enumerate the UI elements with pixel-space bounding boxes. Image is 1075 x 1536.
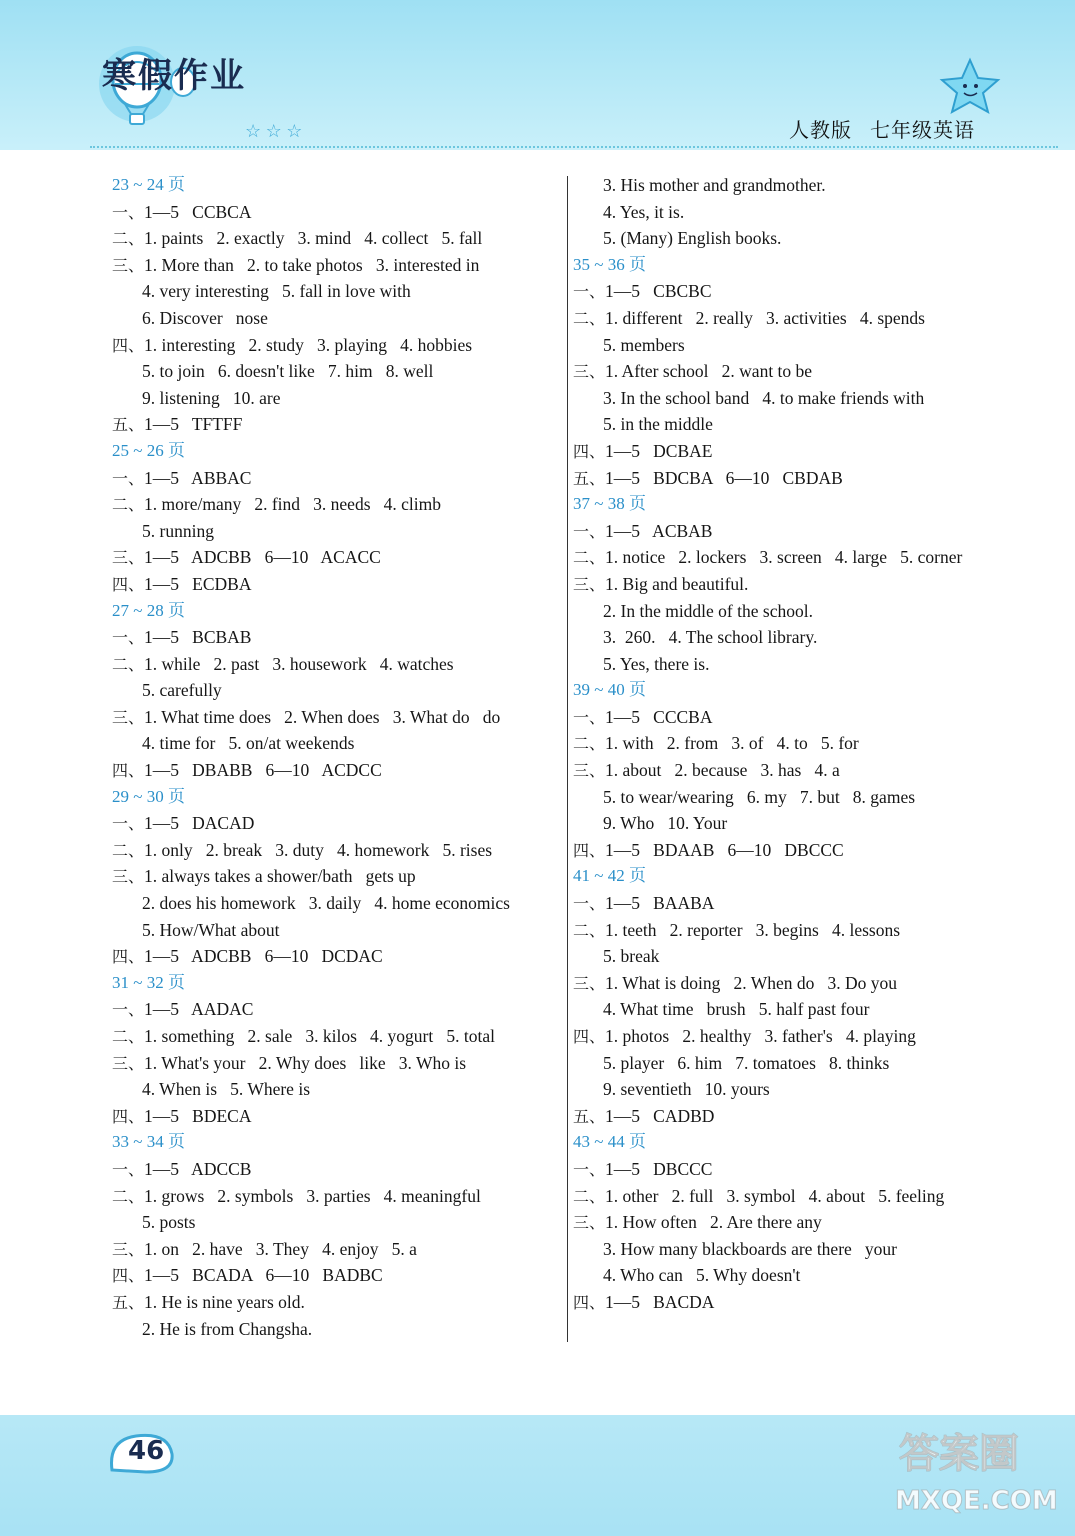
section-number: 三、 xyxy=(112,707,145,727)
answer-line-continued: 9. seventieth 10. yours xyxy=(603,1079,770,1100)
answer-line xyxy=(112,1289,557,1316)
answer-line-continued: 2. He is from Changsha. xyxy=(142,1318,313,1339)
answer-text: 1. photos 2. healthy 3. father's 4. playing xyxy=(605,1026,916,1046)
page-range-heading: 35 ~ 36 页 xyxy=(573,254,646,274)
section-number: 三、 xyxy=(573,761,606,781)
answer-line-continued: 4. time for 5. on/at weekends xyxy=(142,733,355,754)
section-number: 四、 xyxy=(573,1292,606,1312)
section-number: 一、 xyxy=(112,628,145,648)
page-range-heading: 41 ~ 42 页 xyxy=(573,866,646,886)
section-number: 四、 xyxy=(112,1266,145,1286)
answer-line-continued: 3. 260. 4. The school library. xyxy=(603,627,818,648)
answer-text: 1. notice 2. lockers 3. screen 4. large 5. corner xyxy=(605,547,963,568)
section-number: 二、 xyxy=(112,654,145,674)
answer-line-continued: 5. (Many) English books. xyxy=(603,228,782,249)
booklet-title: 寒假作业 xyxy=(102,56,246,96)
section-number: 一、 xyxy=(573,521,606,541)
answer-line xyxy=(112,465,557,492)
answer-line-continued: 5. in the middle xyxy=(603,414,713,435)
star-mascot-icon xyxy=(938,56,1008,116)
section-number: 二、 xyxy=(112,840,145,860)
section-number: 四、 xyxy=(573,1027,606,1046)
answer-line-continued: 4. What time brush 5. half past four xyxy=(603,999,870,1020)
answer-column-left xyxy=(112,172,557,1342)
answer-text: 1. with 2. from 3. of 4. to 5. for xyxy=(605,733,859,754)
answer-text: 1. What's your 2. Why does like 3. Who is xyxy=(144,1052,467,1073)
answer-text: 1—5 BACDA xyxy=(605,1291,715,1312)
answer-line xyxy=(573,358,1033,385)
answer-line xyxy=(112,996,557,1023)
answer-text: 1—5 ADCBB 6—10 DCDAC xyxy=(144,946,383,967)
answer-column-right xyxy=(573,172,1033,1316)
answer-line xyxy=(573,1209,1033,1236)
answer-line xyxy=(573,305,1033,332)
section-number: 二、 xyxy=(573,734,606,754)
answer-line xyxy=(573,1289,1033,1316)
answer-text: 1. What time does 2. When does 3. What do do xyxy=(144,706,501,727)
section-number: 五、 xyxy=(112,1292,145,1312)
answer-line-continued: 4. very interesting 5. fall in love with xyxy=(142,281,411,302)
answer-line xyxy=(112,252,557,279)
answer-line xyxy=(112,199,557,226)
section-number: 三、 xyxy=(112,548,145,568)
answer-line xyxy=(112,1156,557,1183)
answer-line-continued: 5. to join 6. doesn't like 7. him 8. well xyxy=(142,361,434,382)
answer-text: 1. always takes a shower/bath gets up xyxy=(144,866,416,887)
answer-line xyxy=(112,624,557,651)
grade-subject-label: 七年级英语 xyxy=(870,118,975,142)
answer-text: 1. different 2. really 3. activities 4. spends xyxy=(605,307,925,328)
section-number: 三、 xyxy=(112,1239,145,1259)
answer-line-continued: 5. running xyxy=(142,520,214,541)
section-number: 五、 xyxy=(573,468,606,488)
section-number: 二、 xyxy=(573,308,606,328)
answer-line xyxy=(112,943,557,970)
answer-line xyxy=(573,1103,1033,1130)
section-number: 四、 xyxy=(573,441,606,461)
answer-text: 1—5 BDECA xyxy=(144,1105,252,1126)
page-number: 46 xyxy=(128,1436,165,1466)
answer-text: 1—5 BDAAB 6—10 DBCCC xyxy=(605,839,844,860)
section-number: 四、 xyxy=(573,840,606,860)
answer-text: 1. paints 2. exactly 3. mind 4. collect 5. fall xyxy=(144,228,483,249)
answer-line-continued: 6. Discover nose xyxy=(142,307,268,328)
section-number: 二、 xyxy=(112,229,145,249)
answer-text: 1—5 CBCBC xyxy=(605,281,712,302)
answer-line xyxy=(112,704,557,731)
section-number: 三、 xyxy=(573,574,606,594)
section-number: 四、 xyxy=(112,1106,145,1126)
answer-line xyxy=(112,1183,557,1210)
answer-line xyxy=(573,1183,1033,1210)
answer-line-continued: 9. Who 10. Your xyxy=(603,813,728,834)
answer-line xyxy=(112,544,557,571)
section-number: 二、 xyxy=(573,1186,606,1206)
answer-text: 1. After school 2. want to be xyxy=(605,361,813,382)
answer-line xyxy=(112,491,557,518)
answer-line xyxy=(573,757,1033,784)
answer-line xyxy=(112,225,557,252)
answer-text: 1—5 DBCCC xyxy=(605,1158,713,1179)
answer-line xyxy=(573,704,1033,731)
answer-text: 1—5 ADCCB xyxy=(144,1158,252,1179)
section-number: 二、 xyxy=(112,495,145,515)
answer-line-continued: 5. break xyxy=(603,946,660,967)
answer-text: 1. while 2. past 3. housework 4. watches xyxy=(144,653,454,674)
answer-text: 1. Big and beautiful. xyxy=(605,573,749,594)
page-range-heading: 31 ~ 32 页 xyxy=(112,972,185,992)
page-range-heading: 27 ~ 28 页 xyxy=(112,600,185,620)
answer-text: 1—5 BDCBA 6—10 CBDAB xyxy=(605,467,843,488)
answer-text: 1. other 2. full 3. symbol 4. about 5. feeling xyxy=(605,1185,945,1206)
answer-line xyxy=(112,1023,557,1050)
watermark-text: 答案圈 xyxy=(899,1431,1019,1477)
answer-line-continued: 9. listening 10. are xyxy=(142,387,281,408)
answer-line-continued: 3. His mother and grandmother. xyxy=(603,175,826,195)
answer-line-continued: 5. player 6. him 7. tomatoes 8. thinks xyxy=(603,1052,890,1073)
answer-line xyxy=(573,1023,1033,1050)
watermark xyxy=(885,1420,1058,1530)
section-number: 三、 xyxy=(573,1213,606,1233)
answer-text: 1. about 2. because 3. has 4. a xyxy=(605,760,840,781)
section-number: 三、 xyxy=(573,362,606,382)
answer-line xyxy=(112,863,557,890)
page-range-heading: 29 ~ 30 页 xyxy=(112,786,185,806)
svg-text:☆ ☆ ☆: ☆ ☆ ☆ xyxy=(245,121,303,141)
answer-text: 1—5 BCBAB xyxy=(144,627,252,648)
header-divider xyxy=(90,146,1058,151)
answer-text: 1—5 ACBAB xyxy=(605,520,713,541)
section-number: 五、 xyxy=(112,415,145,435)
section-number: 二、 xyxy=(573,920,606,940)
answer-line xyxy=(112,571,557,598)
answer-line xyxy=(573,970,1033,997)
answer-text: 1. interesting 2. study 3. playing 4. hobbies xyxy=(144,334,473,355)
answer-line-continued: 4. When is 5. Where is xyxy=(142,1079,311,1100)
answer-line xyxy=(112,1262,557,1289)
answer-text: 1. teeth 2. reporter 3. begins 4. lessons xyxy=(605,919,901,940)
section-number: 一、 xyxy=(112,202,145,222)
section-number: 一、 xyxy=(573,282,606,302)
answer-line xyxy=(112,332,557,359)
edition-label xyxy=(789,114,975,143)
section-number: 三、 xyxy=(573,973,606,993)
answer-line xyxy=(112,1103,557,1130)
publisher-label: 人教版 xyxy=(789,118,852,142)
answer-line-continued: 5. to wear/wearing 6. my 7. but 8. games xyxy=(603,786,916,807)
answer-line-continued: 5. Yes, there is. xyxy=(603,653,710,674)
answer-text: 1. only 2. break 3. duty 4. homework 5. rises xyxy=(144,839,493,860)
section-number: 四、 xyxy=(112,761,145,781)
section-number: 一、 xyxy=(112,814,145,834)
answer-text: 1—5 ADCBB 6—10 ACACC xyxy=(144,547,381,568)
answer-line xyxy=(112,411,557,438)
answer-line-continued: 5. members xyxy=(603,334,685,355)
answer-line-continued: 5. How/What about xyxy=(142,919,280,940)
answer-line xyxy=(573,278,1033,305)
section-number: 二、 xyxy=(112,1027,145,1046)
page-range-heading: 43 ~ 44 页 xyxy=(573,1132,646,1152)
answer-text: 1—5 CADBD xyxy=(605,1105,715,1126)
section-number: 三、 xyxy=(112,867,145,887)
answer-line xyxy=(573,438,1033,465)
section-number: 四、 xyxy=(112,947,145,967)
answer-line-continued: 4. Who can 5. Why doesn't xyxy=(603,1265,801,1286)
section-number: 一、 xyxy=(573,1159,606,1179)
answer-text: 1. more/many 2. find 3. needs 4. climb xyxy=(144,494,441,515)
section-number: 一、 xyxy=(112,1159,145,1179)
section-number: 五、 xyxy=(573,1106,606,1126)
answer-line xyxy=(573,544,1033,571)
section-number: 二、 xyxy=(573,548,606,568)
answer-line-continued: 4. Yes, it is. xyxy=(603,201,685,222)
answer-line xyxy=(112,1236,557,1263)
answer-text: 1. What is doing 2. When do 3. Do you xyxy=(605,972,897,993)
answer-line xyxy=(573,917,1033,944)
answer-text: 1—5 BAABA xyxy=(605,893,715,914)
answer-line-continued: 5. carefully xyxy=(142,680,222,701)
section-number: 四、 xyxy=(112,574,145,594)
page-range-heading: 25 ~ 26 页 xyxy=(112,440,185,460)
section-number: 三、 xyxy=(112,1053,145,1073)
answer-text: 1—5 DBABB 6—10 ACDCC xyxy=(144,760,382,781)
section-number: 四、 xyxy=(112,335,145,355)
section-number: 一、 xyxy=(573,894,606,914)
answer-text: 1—5 DCBAE xyxy=(605,440,713,461)
answer-line xyxy=(573,465,1033,492)
answer-line-continued: 3. How many blackboards are there your xyxy=(603,1238,897,1259)
watermark-url: MXQE.COM xyxy=(895,1486,1058,1516)
column-divider xyxy=(567,176,568,1342)
page-range-heading: 39 ~ 40 页 xyxy=(573,680,646,700)
page-range-heading: 33 ~ 34 页 xyxy=(112,1132,185,1152)
answer-text: 1—5 ECDBA xyxy=(144,573,252,594)
answer-text: 1—5 BCADA 6—10 BADBC xyxy=(144,1265,383,1286)
answer-text: 1. grows 2. symbols 3. parties 4. meaningful xyxy=(144,1185,481,1206)
answer-text: 1—5 TFTFF xyxy=(144,414,243,435)
section-number: 一、 xyxy=(112,1000,145,1020)
page-range-heading: 23 ~ 24 页 xyxy=(112,175,185,194)
section-number: 三、 xyxy=(112,255,145,275)
answer-line xyxy=(112,757,557,784)
answer-line xyxy=(112,837,557,864)
answer-line-continued: 3. In the school band 4. to make friends with xyxy=(603,387,925,408)
answer-text: 1. something 2. sale 3. kilos 4. yogurt 5. total xyxy=(144,1026,495,1046)
answer-text: 1. More than 2. to take photos 3. interested in xyxy=(144,254,480,275)
answer-text: 1. on 2. have 3. They 4. enjoy 5. a xyxy=(144,1238,417,1259)
answer-text: 1—5 CCCBA xyxy=(605,706,713,727)
answer-line xyxy=(573,518,1033,545)
answer-line-continued: 2. In the middle of the school. xyxy=(603,600,813,621)
section-number: 一、 xyxy=(573,707,606,727)
answer-text: 1—5 CCBCA xyxy=(144,201,252,222)
answer-text: 1. He is nine years old. xyxy=(144,1291,305,1312)
answer-line xyxy=(112,810,557,837)
answer-line xyxy=(573,730,1033,757)
answer-text: 1. How often 2. Are there any xyxy=(605,1212,822,1233)
section-number: 二、 xyxy=(112,1186,145,1206)
answer-line xyxy=(573,890,1033,917)
answer-line xyxy=(573,571,1033,598)
answer-line xyxy=(573,837,1033,864)
answer-line-continued: 2. does his homework 3. daily 4. home economics xyxy=(142,893,510,914)
answer-line xyxy=(112,1050,557,1077)
page-range-heading: 37 ~ 38 页 xyxy=(573,494,646,514)
section-number: 一、 xyxy=(112,468,145,488)
answer-text: 1—5 ABBAC xyxy=(144,467,252,488)
answer-text: 1—5 DACAD xyxy=(144,813,255,834)
answer-text: 1—5 AADAC xyxy=(144,999,254,1020)
answer-line-continued: 5. posts xyxy=(142,1212,196,1233)
answer-line xyxy=(112,651,557,678)
answer-line xyxy=(573,1156,1033,1183)
